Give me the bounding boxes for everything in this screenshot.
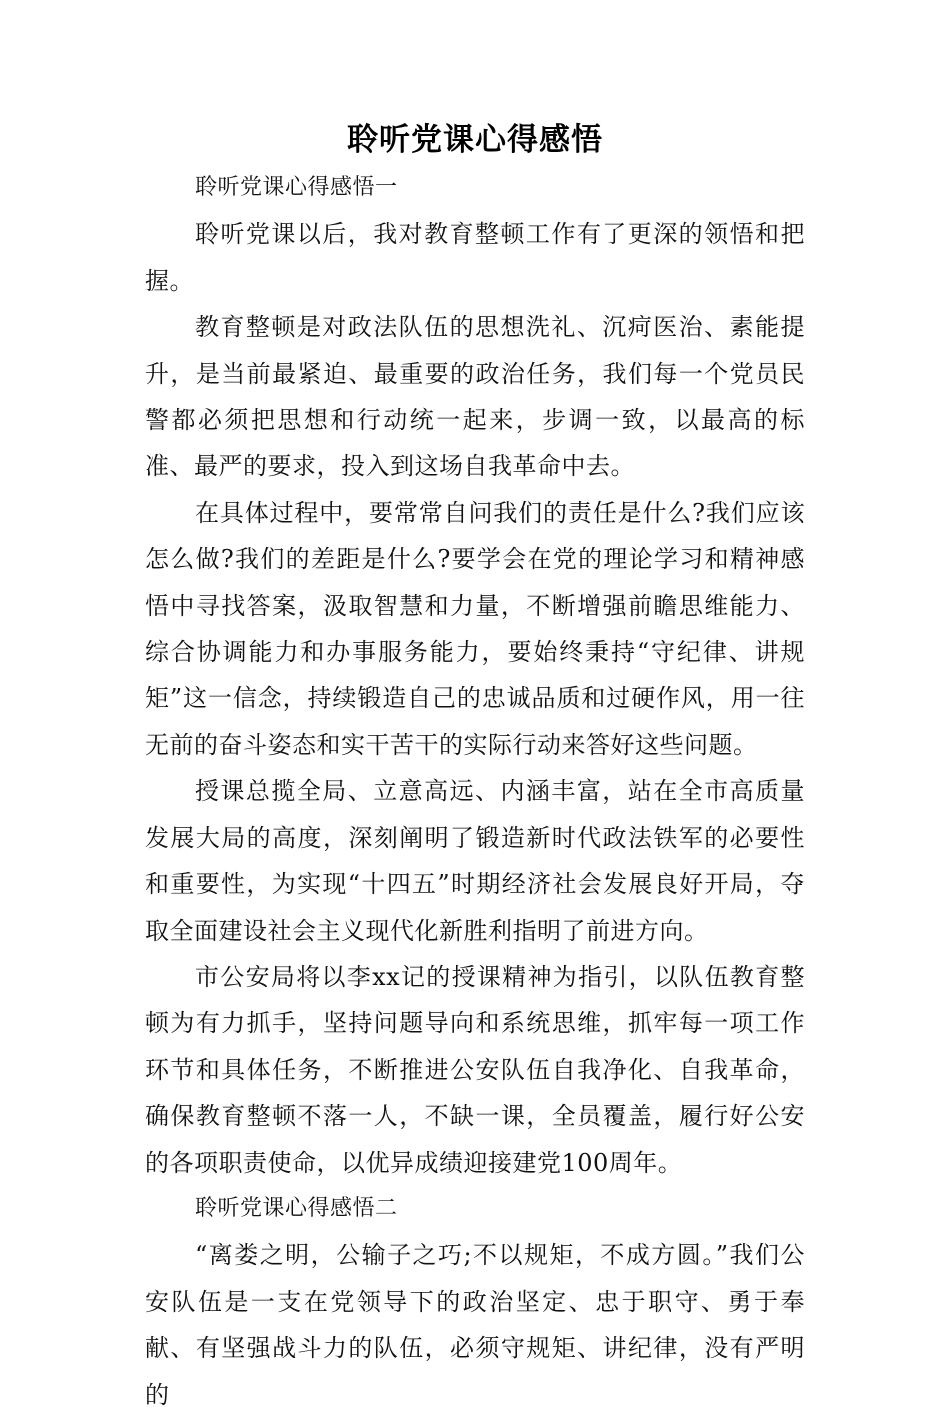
document-body [145, 165, 805, 1418]
paragraph: 聆听党课以后，我对教育整顿工作有了更深的领悟和把握。 [145, 220, 805, 295]
paragraph: 授课总揽全局、立意高远、内涵丰富，站在全市高质量发展大局的高度，深刻阐明了锻造新时代政法铁军的必要性和重要性，为实现“十四五”时期经济社会发展良好开局，夺取全面建设社会主义现代化新胜利指明了前进方向。 [145, 777, 805, 945]
section-heading-2: 聆听党课心得感悟二 [195, 1195, 398, 1221]
paragraph: 在具体过程中，要常常自问我们的责任是什么?我们应该怎么做?我们的差距是什么?要学会在党的理论学习和精神感悟中寻找答案，汲取智慧和力量，不断增强前瞻思维能力、综合协调能力和办事服务能力，要始终秉持“守纪律、讲规矩”这一信念，持续锻造自己的忠诚品质和过硬作风，用一往无前的奋斗姿态和实干苦干的实际行动来答好这些问题。 [145, 498, 805, 759]
paragraph: 市公安局将以李xx记的授课精神为指引，以队伍教育整顿为有力抓手，坚持问题导向和系统思维，抓牢每一项工作环节和具体任务，不断推进公安队伍自我净化、自我革命，确保教育整顿不落一人，不缺一课，全员覆盖，履行好公安的各项职责使命，以优异成绩迎接建党100周年。 [145, 962, 805, 1177]
paragraph: “离娄之明，公输子之巧;不以规矩，不成方圆。”我们公安队伍是一支在党领导下的政治坚定、忠于职守、勇于奉献、有坚强战斗力的队伍，必须守规矩、讲纪律，没有严明的 [145, 1241, 805, 1409]
document-title: 聆听党课心得感悟 [347, 122, 603, 158]
section-heading-1: 聆听党课心得感悟一 [195, 175, 398, 200]
paragraph: 教育整顿是对政法队伍的思想洗礼、沉疴医治、素能提升，是当前最紧迫、最重要的政治任务，我们每一个党员民警都必须把思想和行动统一起来，步调一致，以最高的标准、最严的要求，投入到这场自我革命中去。 [145, 313, 805, 481]
